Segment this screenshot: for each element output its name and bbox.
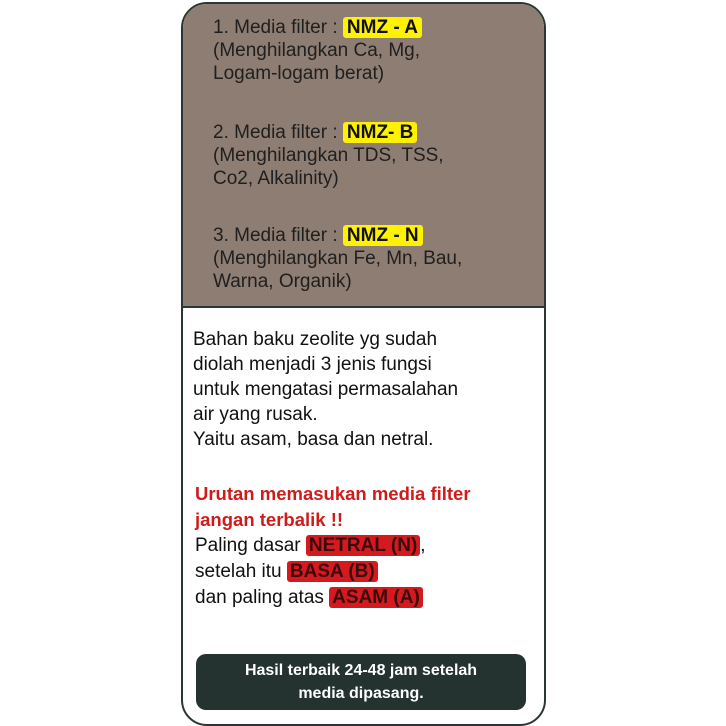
filter-prefix: 2. Media filter :	[213, 122, 338, 143]
filter-desc-line: (Menghilangkan Ca, Mg,	[213, 40, 420, 61]
highlight-basa: BASA (B)	[287, 561, 378, 582]
highlight-asam: ASAM (A)	[329, 587, 423, 608]
filter-tag-nmz-b: NMZ- B	[343, 122, 417, 143]
filter-prefix: 3. Media filter :	[213, 225, 338, 246]
filter-prefix: 1. Media filter :	[213, 17, 338, 38]
description-text: Bahan baku zeolite yg sudah diolah menjadi 3 jenis fungsi untuk mengatasi permasalahan air yang rusak. Yaitu asam, basa dan netral.	[193, 329, 459, 450]
filter-desc-line: (Menghilangkan Fe, Mn, Bau,	[213, 248, 463, 269]
filter-item-a	[213, 16, 422, 85]
filter-desc-line: Warna, Organik)	[213, 271, 352, 292]
filter-item-n	[213, 224, 462, 293]
filter-desc-line: Logam-logam berat)	[213, 63, 385, 84]
order-step-1: Paling dasar NETRAL (N) ,	[195, 535, 426, 556]
info-card	[181, 2, 546, 726]
warning-text: jangan terbalik !!	[195, 509, 344, 530]
filter-order-instructions	[195, 481, 471, 611]
order-step-2: setelah itu BASA (B)	[195, 559, 471, 585]
highlight-netral: NETRAL (N)	[306, 535, 420, 556]
filter-desc-line: Co2, Alkalinity)	[213, 168, 339, 189]
warning-text: Urutan memasukan media filter	[195, 483, 471, 504]
result-banner: Hasil terbaik 24-48 jam setelah media dipasang.	[196, 654, 526, 710]
order-step-3: dan paling atas ASAM (A)	[195, 585, 471, 611]
filter-tag-nmz-n: NMZ - N	[343, 225, 423, 246]
filter-tag-nmz-a: NMZ - A	[343, 17, 422, 38]
filter-item-b	[213, 121, 444, 190]
filter-list-panel	[183, 4, 544, 308]
filter-desc-line: (Menghilangkan TDS, TSS,	[213, 145, 444, 166]
